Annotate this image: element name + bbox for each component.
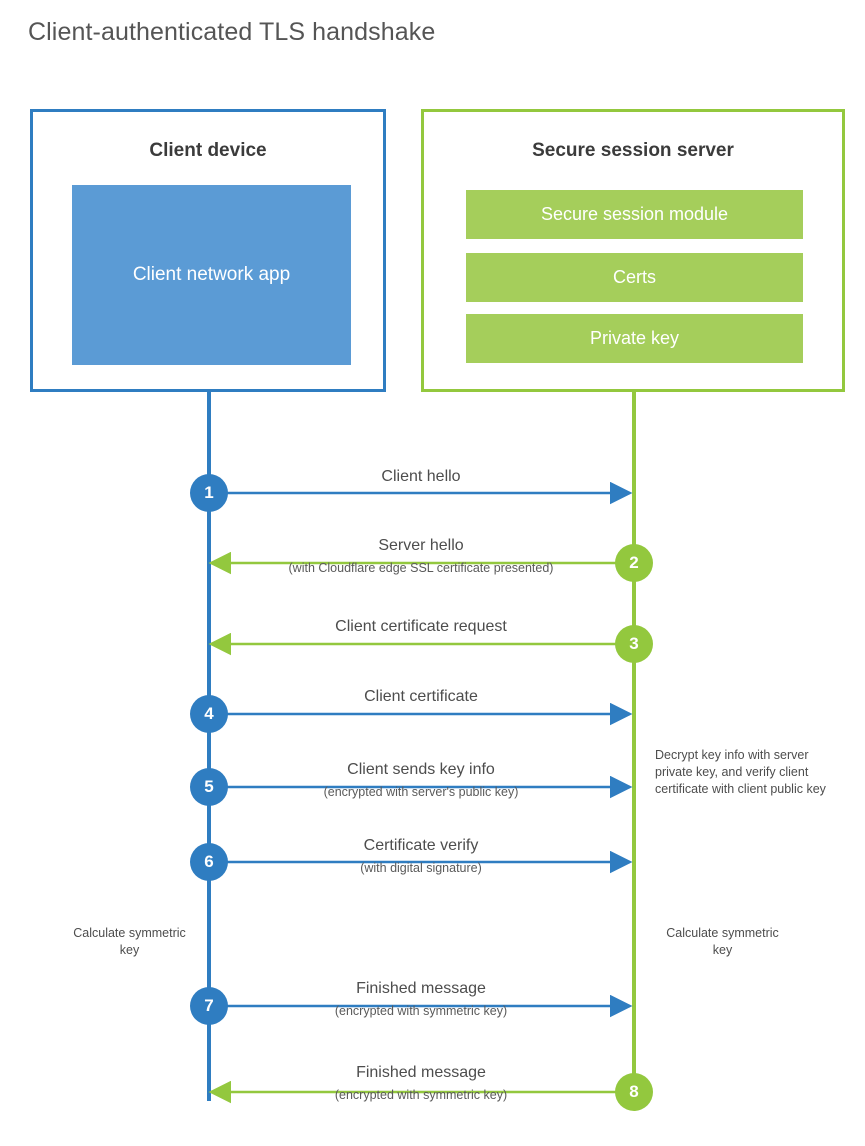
secure-session-server-title: Secure session server <box>532 140 734 161</box>
message-label-4 <box>221 688 621 706</box>
message-label-6 <box>221 837 621 875</box>
note-server-symmetric-key: Calculate symmetric key <box>666 926 779 957</box>
message-title-6: Certificate verify <box>363 837 479 854</box>
note-client-symmetric-key: Calculate symmetric key <box>73 926 186 957</box>
message-title-4: Client certificate <box>364 688 478 705</box>
client-network-app: Client network app <box>72 185 351 365</box>
secure-session-server-box <box>421 109 845 392</box>
step-badge-7: 7 <box>190 987 228 1025</box>
message-sub-5: (encrypted with server's public key) <box>323 785 519 799</box>
server-component-secure-session-module: Secure session module <box>466 190 803 239</box>
server-component-private-key: Private key <box>466 314 803 363</box>
message-sub-7: (encrypted with symmetric key) <box>334 1004 508 1018</box>
message-label-2 <box>221 537 621 575</box>
client-device-title: Client device <box>149 140 267 161</box>
step-badge-8: 8 <box>615 1073 653 1111</box>
step-badge-5: 5 <box>190 768 228 806</box>
server-lifeline <box>632 392 636 1101</box>
message-sub-6: (with digital signature) <box>360 861 482 875</box>
client-device-box <box>30 109 386 392</box>
message-label-5 <box>221 761 621 799</box>
step-badge-3: 3 <box>615 625 653 663</box>
message-title-3: Client certificate request <box>335 618 507 635</box>
message-title-8: Finished message <box>356 1064 486 1081</box>
note-server-decrypt: Decrypt key info with server private key, and verify client certificate with client public key <box>655 748 826 796</box>
step-badge-4: 4 <box>190 695 228 733</box>
message-label-7 <box>221 980 621 1018</box>
step-badge-6: 6 <box>190 843 228 881</box>
message-label-3 <box>221 618 621 636</box>
message-label-8 <box>221 1064 621 1102</box>
step-badge-1: 1 <box>190 474 228 512</box>
step-badge-2: 2 <box>615 544 653 582</box>
message-label-1 <box>221 468 621 486</box>
server-component-certs: Certs <box>466 253 803 302</box>
message-title-1: Client hello <box>381 468 461 485</box>
message-sub-2: (with Cloudflare edge SSL certificate presented) <box>288 561 554 575</box>
message-title-2: Server hello <box>378 537 464 554</box>
message-title-5: Client sends key info <box>347 761 495 778</box>
message-sub-8: (encrypted with symmetric key) <box>334 1088 508 1102</box>
message-title-7: Finished message <box>356 980 486 997</box>
page-title: Client-authenticated TLS handshake <box>28 18 436 46</box>
